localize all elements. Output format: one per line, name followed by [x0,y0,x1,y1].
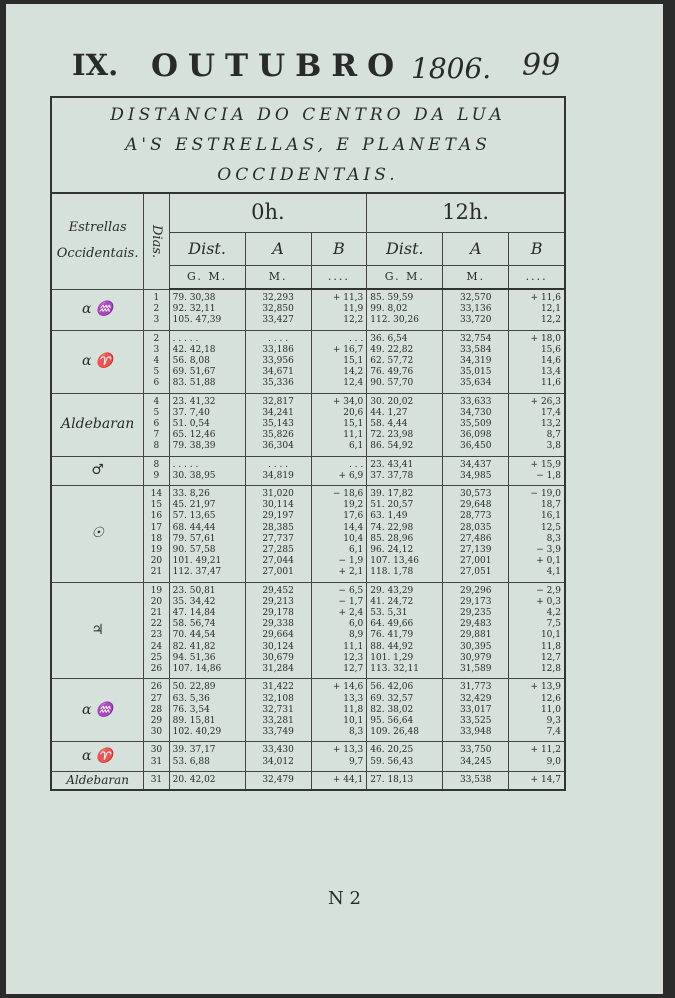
a-12: 32,754 33,584 34,319 35,015 35,634 [443,330,509,393]
star-name: ♂ [51,456,144,485]
month-title: OUTUBRO [151,48,405,84]
a-0: 32,479 [245,771,311,790]
section-number: IX. [72,48,119,82]
star-name: Aldebaran [51,393,144,456]
a-12: 33,538 [443,771,509,790]
header-hour-12: 12h. [367,193,565,233]
b-0: + 11,3 11,9 12,2 [311,289,367,330]
dist-12: 36. 6,54 49. 22,82 62. 57,72 76. 49,76 90. 57,70 [367,330,443,393]
table-row [51,393,565,456]
a-0: 31,020 30,114 29,197 28,385 27,737 27,285 27,044 27,001 [245,486,311,583]
b-12: + 13,9 12,6 11,0 9,3 7,4 [509,679,565,742]
unit-gm-0: G. M. [169,266,245,290]
header-dist-0: Dist. [169,233,245,266]
dist-0: 23. 41,32 37. 7,40 51. 0,54 65. 12,46 79. 38,39 [169,393,245,456]
page [6,4,663,994]
b-0: + 44,1 [311,771,367,790]
signature-mark: N 2 [328,888,361,909]
star-name: α ♒ [51,679,144,742]
dist-0: 39. 37,17 53. 6,88 [169,742,245,771]
a-12: 33,633 34,730 35,509 36,098 36,450 [443,393,509,456]
header-hour-0: 0h. [169,193,367,233]
header-a-0: A [245,233,311,266]
b-0: + 13,3 9,7 [311,742,367,771]
days: 2 3 4 5 6 [144,330,169,393]
unit-gm-12: G. M. [367,266,443,290]
b-0: . . . + 6,9 [311,456,367,485]
table-title-line-1: DISTANCIA DO CENTRO DA LUA [110,105,506,125]
days: 30 31 [144,742,169,771]
dist-0: 23. 50,81 35. 34,42 47. 14,84 58. 56,74 70. 44,54 82. 41,82 94. 51,36 107. 14,86 [169,582,245,679]
b-12: − 2,9 + 0,3 4,2 7,5 10,1 11,8 12,7 12,8 [509,582,565,679]
b-12: + 11,2 9,0 [509,742,565,771]
star-name: ☉ [51,486,144,583]
b-12: − 19,0 18,7 16,1 12,5 8,3 − 3,9 + 0,1 4,1 [509,486,565,583]
distance-table [50,96,566,791]
a-0: 31,422 32,108 32,731 33,281 33,749 [245,679,311,742]
star-name: α ♒ [51,289,144,330]
a-12: 33,750 34,245 [443,742,509,771]
dist-12: 85. 59,59 99. 8,02 112. 30,26 [367,289,443,330]
star-name: ♃ [51,582,144,679]
star-name: Aldebaran [51,771,144,790]
days: 8 9 [144,456,169,485]
unit-dots-0: .... [311,266,367,290]
dist-0: . . . . . 42. 42,18 56. 8,08 69. 51,67 83. 51,88 [169,330,245,393]
table-row [51,486,565,583]
table-row [51,679,565,742]
header-b-0: B [311,233,367,266]
unit-m-12: M. [443,266,509,290]
a-12: 30,573 29,648 28,773 28,035 27,486 27,139 27,001 27,051 [443,486,509,583]
a-0: . . . . 34,819 [245,456,311,485]
header-b-12: B [509,233,565,266]
table-row [51,289,565,330]
b-12: + 11,6 12,1 12,2 [509,289,565,330]
b-0: + 14,6 13,3 11,8 10,1 8,3 [311,679,367,742]
table-title-line-2: A'S ESTRELLAS, E PLANETAS OCCIDENTAIS. [125,135,491,185]
a-0: 29,452 29,213 29,178 29,338 29,664 30,124 30,679 31,284 [245,582,311,679]
table-row [51,330,565,393]
a-0: . . . . 33,186 33,956 34,671 35,336 [245,330,311,393]
days: 26 27 28 29 30 [144,679,169,742]
dist-12: 29. 43,29 41. 24,72 53. 5,31 64. 49,66 76. 41,79 88. 44,92 101. 1,29 113. 32,11 [367,582,443,679]
a-12: 32,570 33,136 33,720 [443,289,509,330]
table-title [51,97,565,193]
a-0: 32,293 32,850 33,427 [245,289,311,330]
dist-12: 39. 17,82 51. 20,57 63. 1,49 74. 22,98 85. 28,96 96. 24,12 107. 13,46 118. 1,78 [367,486,443,583]
a-0: 33,430 34,012 [245,742,311,771]
b-12: + 26,3 17,4 13,2 8,7 3,8 [509,393,565,456]
page-header [6,48,663,98]
unit-dots-12: .... [509,266,565,290]
b-12: + 18,0 15,6 14,6 13,4 11,6 [509,330,565,393]
a-12: 34,437 34,985 [443,456,509,485]
dist-12: 27. 18,13 [367,771,443,790]
a-12: 31,773 32,429 33,017 33,525 33,948 [443,679,509,742]
b-0: − 6,5 − 1,7 + 2,4 6,0 8,9 11,1 12,3 12,7 [311,582,367,679]
header-stars: Estrellas Occidentais. [51,193,144,289]
star-name: α ♈ [51,742,144,771]
table-row [51,582,565,679]
star-name: α ♈ [51,330,144,393]
b-0: + 34,0 20,6 15,1 11,1 6,1 [311,393,367,456]
dist-0: . . . . . 30. 38,95 [169,456,245,485]
dist-12: 46. 20,25 59. 56,43 [367,742,443,771]
table-row [51,742,565,771]
dist-12: 56. 42,06 69. 32,57 82. 38,02 95. 56,64 109. 26,48 [367,679,443,742]
table-row [51,771,565,790]
days: 14 15 16 17 18 19 20 21 [144,486,169,583]
table-row [51,456,565,485]
year: 1806. [411,52,492,85]
dist-12: 30. 20,02 44. 1,27 58. 4,44 72. 23,98 86. 54,92 [367,393,443,456]
dist-0: 33. 8,26 45. 21,97 57. 13,65 68. 44,44 79. 57,61 90. 57,58 101. 49,21 112. 37,47 [169,486,245,583]
b-12: + 15,9 − 1,8 [509,456,565,485]
days: 19 20 21 22 23 24 25 26 [144,582,169,679]
header-dist-12: Dist. [367,233,443,266]
days: 1 2 3 [144,289,169,330]
a-0: 32,817 34,241 35,143 35,826 36,304 [245,393,311,456]
a-12: 29,296 29,173 29,235 29,483 29,881 30,395 30,979 31,589 [443,582,509,679]
page-number: 99 [522,48,561,83]
dist-0: 20. 42,02 [169,771,245,790]
b-0: . . . + 16,7 15,1 14,2 12,4 [311,330,367,393]
days: 4 5 6 7 8 [144,393,169,456]
header-days: Dias. [144,193,169,289]
days: 31 [144,771,169,790]
dist-0: 50. 22,89 63. 5,36 76. 3,54 89. 15,81 102. 40,29 [169,679,245,742]
dist-0: 79. 30,38 92. 32,11 105. 47,39 [169,289,245,330]
b-0: − 18,6 19,2 17,6 14,4 10,4 6,1 − 1,9 + 2,1 [311,486,367,583]
dist-12: 23. 43,41 37. 37,78 [367,456,443,485]
b-12: + 14,7 [509,771,565,790]
unit-m-0: M. [245,266,311,290]
header-a-12: A [443,233,509,266]
